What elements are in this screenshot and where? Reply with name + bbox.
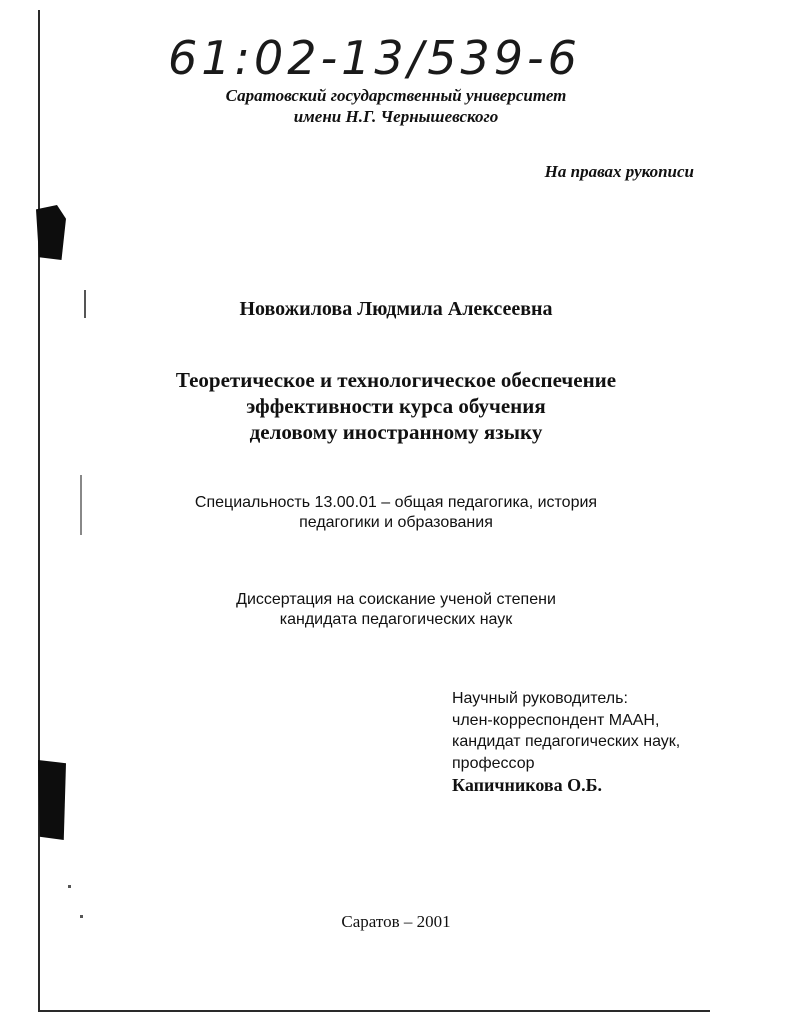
university-line-2: имени Н.Г. Чернышевского: [293, 107, 499, 126]
specialty-line-1: Специальность 13.00.01 – общая педагогика, история: [194, 494, 598, 511]
title-line-1: Теоретическое и технологическое обеспечение: [175, 368, 617, 392]
university-name: [0, 85, 792, 127]
manuscript-rights-note: На правах рукописи: [544, 162, 694, 181]
dissertation-degree: [0, 590, 792, 630]
author-name: Новожилова Людмила Алексеевна: [239, 298, 553, 320]
supervisor-degree: кандидат педагогических наук,: [452, 733, 681, 750]
supervisor-position: член-корреспондент МААН,: [452, 711, 660, 729]
title-line-3: деловому иностранному языку: [249, 420, 543, 444]
supervisor-name: Капичникова О.Б.: [452, 775, 603, 795]
title-line-2: эффективности курса обучения: [246, 394, 546, 418]
handwritten-code-text: 61:02-13/539-6: [168, 31, 581, 85]
city-year: Саратов – 2001: [341, 912, 451, 931]
scan-bottom-line: [38, 1010, 710, 1012]
supervisor-rank: профессор: [452, 754, 535, 772]
university-line-1: Саратовский государственный университет: [225, 86, 567, 105]
specialty-line-2: педагогики и образования: [299, 514, 493, 531]
supervisor-role: Научный руководитель:: [452, 690, 628, 707]
dissertation-line-1: Диссертация на соискание ученой степени: [236, 591, 556, 608]
supervisor-block: [452, 688, 680, 797]
scan-mark: [68, 885, 71, 888]
scan-blot: [38, 760, 66, 840]
scan-blot: [36, 205, 66, 260]
dissertation-line-2: кандидата педагогических наук: [279, 611, 513, 628]
dissertation-title: [0, 367, 792, 445]
specialty: [0, 493, 792, 533]
